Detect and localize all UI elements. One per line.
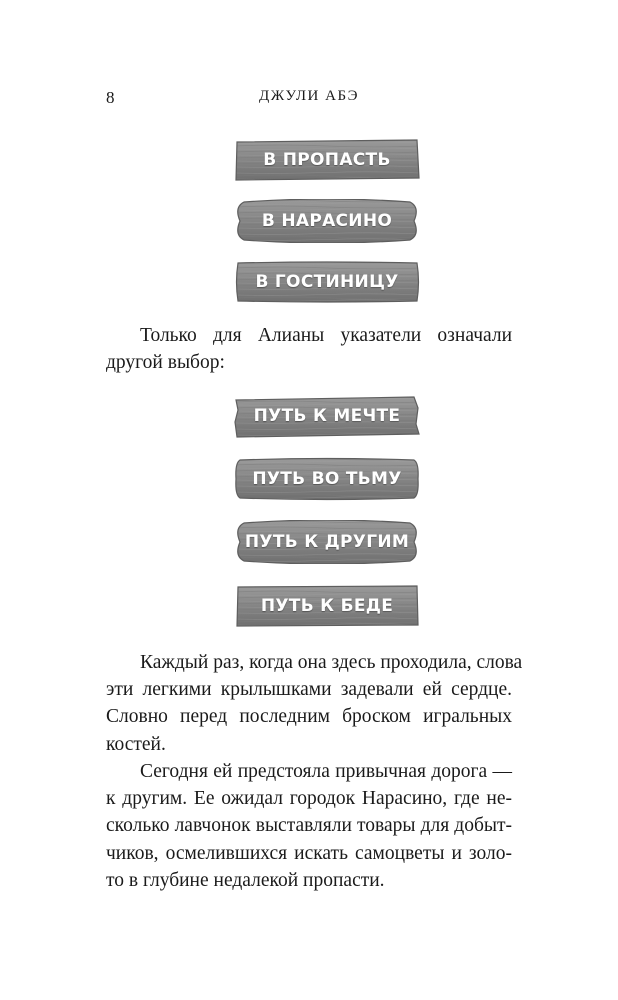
text-line: чиков, осмелившихся искать самоцветы и золо- <box>106 842 512 864</box>
text-line: к другим. Ее ожидал городок Нарасино, где не- <box>106 788 512 810</box>
signpost-to-abyss <box>234 138 420 182</box>
sign-label: В ГОСТИНИЦУ <box>255 272 399 292</box>
sign-label: ПУТЬ К БЕДЕ <box>260 596 394 616</box>
text-line: Каждый раз, когда она здесь проходила, слова <box>140 652 523 673</box>
text-line: Словно перед последним броском игральных <box>106 706 512 728</box>
text-line: другой выбор: <box>106 352 225 374</box>
text-line: эти легкими крылышками задевали ей сердце. <box>106 679 512 701</box>
signpost-path-to-others <box>234 520 420 564</box>
sign-label: ПУТЬ ВО ТЬМУ <box>252 469 402 489</box>
signpost-path-into-darkness <box>234 457 420 501</box>
text-line: то в глубине недалекой пропасти. <box>106 869 385 891</box>
signpost-path-to-dream <box>234 394 420 438</box>
text-line: сколько лавчонок выставляли товары для добыт- <box>106 815 512 837</box>
signpost-path-to-trouble <box>234 584 420 628</box>
text-line: Сегодня ей предстояла привычная дорога — <box>140 761 512 782</box>
body-paragraph <box>106 758 512 894</box>
page-number: 8 <box>106 88 115 107</box>
text-line: костей. <box>106 733 166 755</box>
signpost-to-inn <box>234 260 420 304</box>
sign-label: В НАРАСИНО <box>261 211 393 231</box>
sign-label: ПУТЬ К МЕЧТЕ <box>253 406 401 426</box>
running-title: ДЖУЛИ АБЭ <box>259 88 359 104</box>
sign-label: В ПРОПАСТЬ <box>263 150 391 170</box>
intro-paragraph <box>106 322 512 376</box>
signpost-to-narasino <box>234 199 420 243</box>
text-line: Только для Алианы указатели означали <box>140 325 512 346</box>
body-paragraph <box>106 649 523 758</box>
sign-label: ПУТЬ К ДРУГИМ <box>244 532 410 552</box>
